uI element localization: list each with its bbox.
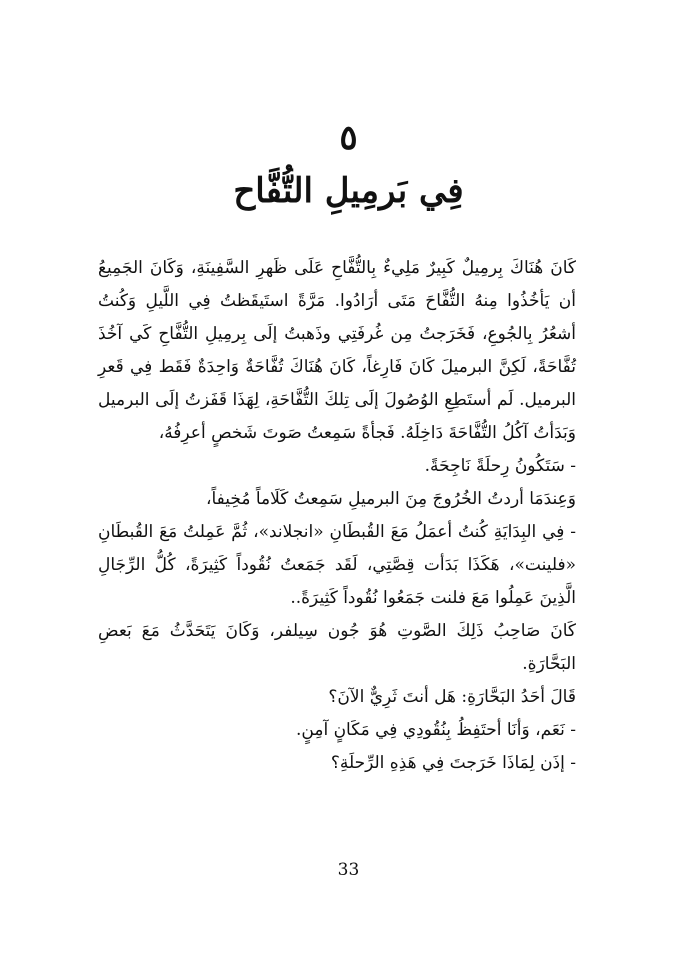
paragraph: كَانَ صَاحِبُ ذَلِكَ الصَّوتِ هُوَ جُون سِيلفر، وَكَانَ يَتَحَدَّثُ مَعَ بَعضِ البَحَّارَةِ. <box>98 621 576 674</box>
paragraph: وَعِندَمَا أردتُ الخُرُوجَ مِنَ البرميلِ سَمِعتُ كَلَاماً مُخِيفاً، <box>206 489 576 509</box>
paragraph: كَانَ هُنَاكَ بِرمِيلٌ كَبِيرٌ مَلِيءٌ بِالتُّفَّاحِ عَلَى ظَهرِ السَّفِينَةِ، وَكَانَ الجَمِيعُ أن يَأخُذُوا مِنهُ التُّفَّاحَ مَتَى أرَادُوا. مَرَّةً استَيقَظتُ فِي اللَّيلِ وَكُنتُ أشعُرُ بِالجُوعِ، فَخَرَجتُ مِن غُرفَتِي وذَهبتُ إلَى بِرمِيلِ التُّفَّاحِ كَي آخُذَ تُفَّاحَةً، لَكِنَّ البرميلَ كَانَ فَارِغاً، كَانَ هُنَاكَ تُفَّاحَةٌ وَاحِدَةٌ فَقَط فِي قَعرِ البرميل. لَم أستَطِعِ الوُصُولَ إلَى تِلكَ التُّفَّاحَةِ، لِهَذَا قَفَزتُ إلَى البرميل وَبَدَأتُ آكُلُ التُّفَّاحَةَ دَاخِلَهُ. فَجأةً سَمِعتُ صَوتَ شَخصٍ أعرِفُهُ، <box>98 258 576 443</box>
chapter-title: فِي بَرمِيلِ التُّفَّاح <box>233 171 464 211</box>
dialogue-line: - إذَن لِمَاذَا خَرَجتَ فِي هَذِهِ الرِّحلَةِ؟ <box>330 753 576 773</box>
chapter-number: ٥ <box>339 118 358 158</box>
dialogue-line: - فِي البِدَايَةِ كُنتُ أعمَلُ مَعَ القُبطَانِ «انجلاند»، ثُمَّ عَمِلتُ مَعَ القُبطَانِ «فلينت»، هَكَذَا بَدَأت قِصَّتِي، لَقَد جَمَعتُ نُقُوداً كَثِيرَةً، كُلُّ الرِّجَالِ الَّذِينَ عَمِلُوا مَعَ فلنت جَمَعُوا نُقُوداً كَثِيرَةً.. <box>98 522 576 608</box>
page-number: 33 <box>337 860 360 880</box>
dialogue-line: - نَعَم، وَأنَا أحتَفِظُ بِنُقُودِي فِي مَكَانٍ آمِنٍ. <box>296 720 576 740</box>
paragraph: قَالَ أحَدُ البَحَّارَةِ: هَل أنتَ ثَرِيٌّ الآنَ؟ <box>328 687 576 707</box>
story-text <box>98 252 598 780</box>
dialogue-line: - سَتَكُونُ رِحلَةً نَاجِحَةً. <box>424 456 576 476</box>
